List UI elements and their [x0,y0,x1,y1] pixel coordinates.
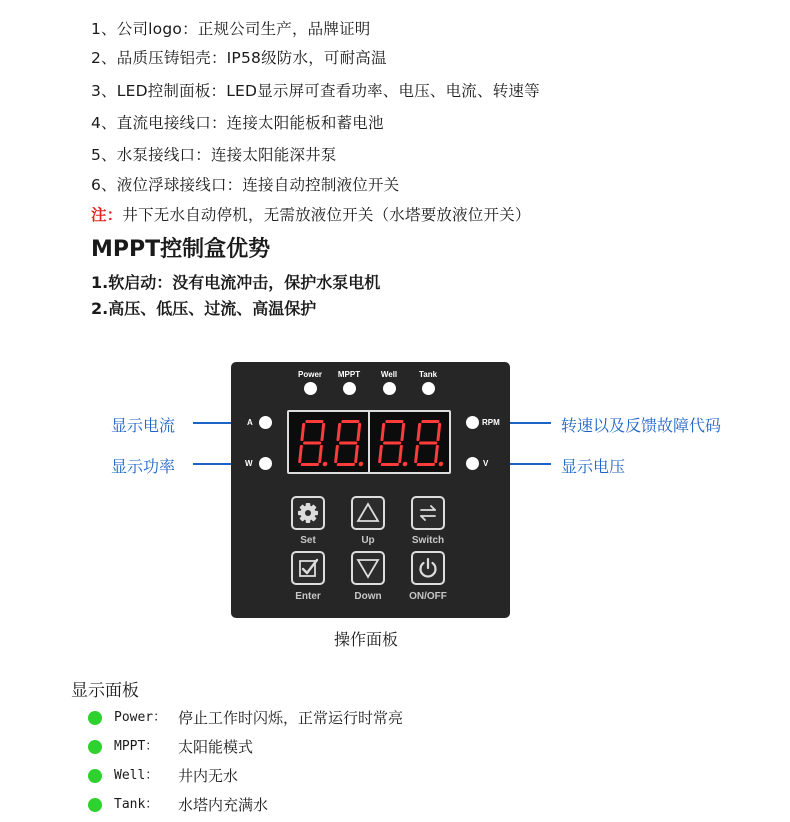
display-digit [334,420,368,466]
status-desc: 太阳能模式 [178,738,254,756]
up-button[interactable] [351,496,385,530]
status-name: MPPT： [114,739,159,754]
side-label-a: A [247,418,253,427]
callout-current: 显示电流 [111,416,176,435]
feature-item-dc-port: 4、直流电接线口：连接太阳能板和蓄电池 [91,114,384,132]
status-dot [88,798,102,812]
on-off-button-label: ON/OFF [409,591,447,602]
digit-segment [334,445,339,463]
digit-segment [400,423,405,441]
enter-button[interactable] [291,551,325,585]
triangle-up-icon [353,498,383,528]
digit-segment [336,423,341,441]
status-name: Tank： [114,797,159,812]
digit-segment [320,423,325,441]
feature-item-led-panel: 3、LED控制面板：LED显示屏可查看功率、电压、电流、转速等 [91,82,540,100]
digit-segment [417,463,435,466]
display-digit [414,420,448,466]
feature-item-logo: 1、公司logo：正规公司生产，品牌证明 [91,20,371,38]
display-digit [378,420,412,466]
status-dot [88,711,102,725]
feature-item-housing: 2、品质压铸铝壳：IP58级防水，可耐高温 [91,49,387,67]
status-name: Power： [114,710,167,725]
feature-item-float-port: 6、液位浮球接线口：连接自动控制液位开关 [91,176,400,194]
display-section-title: 显示面板 [71,681,139,701]
indicator-label-power: Power [297,370,323,379]
digit-segment [419,442,437,445]
digit-segment [341,420,359,423]
digit-decimal-point [438,462,443,467]
digit-segment [300,423,305,441]
indicator-label-well: Well [380,370,398,379]
digit-segment [337,463,355,466]
callout-voltage: 显示电压 [561,457,626,476]
up-button-label: Up [361,535,375,546]
down-button-label: Down [354,591,382,602]
digit-segment [301,463,319,466]
status-desc: 井内无水 [178,767,239,785]
status-desc: 停止工作时闪烁，正常运行时常亮 [178,709,404,727]
triangle-down-icon [353,553,383,583]
well-led [383,382,396,395]
gear-icon [293,498,323,528]
power-unit-led [259,457,272,470]
digit-decimal-point [358,462,363,467]
note-label: 注： [91,206,123,224]
digit-segment [421,420,439,423]
callout-line-current [193,422,235,424]
digit-decimal-point [322,462,327,467]
digit-segment [318,445,323,463]
callout-power: 显示功率 [111,457,176,476]
display-digit [298,420,332,466]
power-led [304,382,317,395]
seven-segment-display [287,410,451,474]
side-label-w: W [245,459,253,468]
advantage-item-soft-start: 1.软启动：没有电流冲击，保护水泵电机 [91,273,381,292]
callout-line-power [193,463,235,465]
note-text: 井下无水自动停机，无需放液位开关（水塔要放液位开关） [122,206,531,224]
status-dot [88,769,102,783]
switch-button[interactable] [411,496,445,530]
digit-segment [356,423,361,441]
note [91,205,531,225]
set-button-label: Set [300,535,316,546]
status-dot [88,740,102,754]
switch-button-label: Switch [411,535,445,546]
indicator-label-mppt: MPPT [337,370,361,379]
rpm-led [466,416,479,429]
digit-segment [434,445,439,463]
digit-segment [381,463,399,466]
digit-segment [398,445,403,463]
callout-rpm: 转速以及反馈故障代码 [561,416,722,435]
side-label-v: V [483,459,489,468]
status-name: Well： [114,768,159,783]
power-icon [413,553,443,583]
digit-segment [339,442,357,445]
checkbox-icon [293,553,323,583]
callout-line-voltage [508,463,551,465]
advantage-item-protection: 2.高压、低压、过流、高温保护 [91,299,317,318]
tank-led [422,382,435,395]
digit-decimal-point [402,462,407,467]
callout-line-rpm [508,422,551,424]
digit-segment [414,445,419,463]
enter-button-label: Enter [295,591,321,602]
set-button[interactable] [291,496,325,530]
digit-segment [298,445,303,463]
status-desc: 水塔内充满水 [178,796,269,814]
digit-segment [383,442,401,445]
feature-item-pump-port: 5、水泵接线口：连接太阳能深井泵 [91,146,337,164]
side-label-rpm: RPM [482,418,500,427]
digit-segment [385,420,403,423]
digit-segment [436,423,441,441]
advantages-title: MPPT控制盒优势 [91,237,271,262]
digit-segment [380,423,385,441]
switch-arrows-icon [413,498,443,528]
mppt-led [343,382,356,395]
current-led [259,416,272,429]
digit-segment [354,445,359,463]
voltage-led [466,457,479,470]
panel-caption: 操作面板 [334,630,399,649]
digit-segment [378,445,383,463]
indicator-label-tank: Tank [418,370,438,379]
digit-segment [305,420,323,423]
down-button[interactable] [351,551,385,585]
digit-segment [416,423,421,441]
display-digits [289,412,449,472]
digit-segment [303,442,321,445]
on-off-button[interactable] [411,551,445,585]
